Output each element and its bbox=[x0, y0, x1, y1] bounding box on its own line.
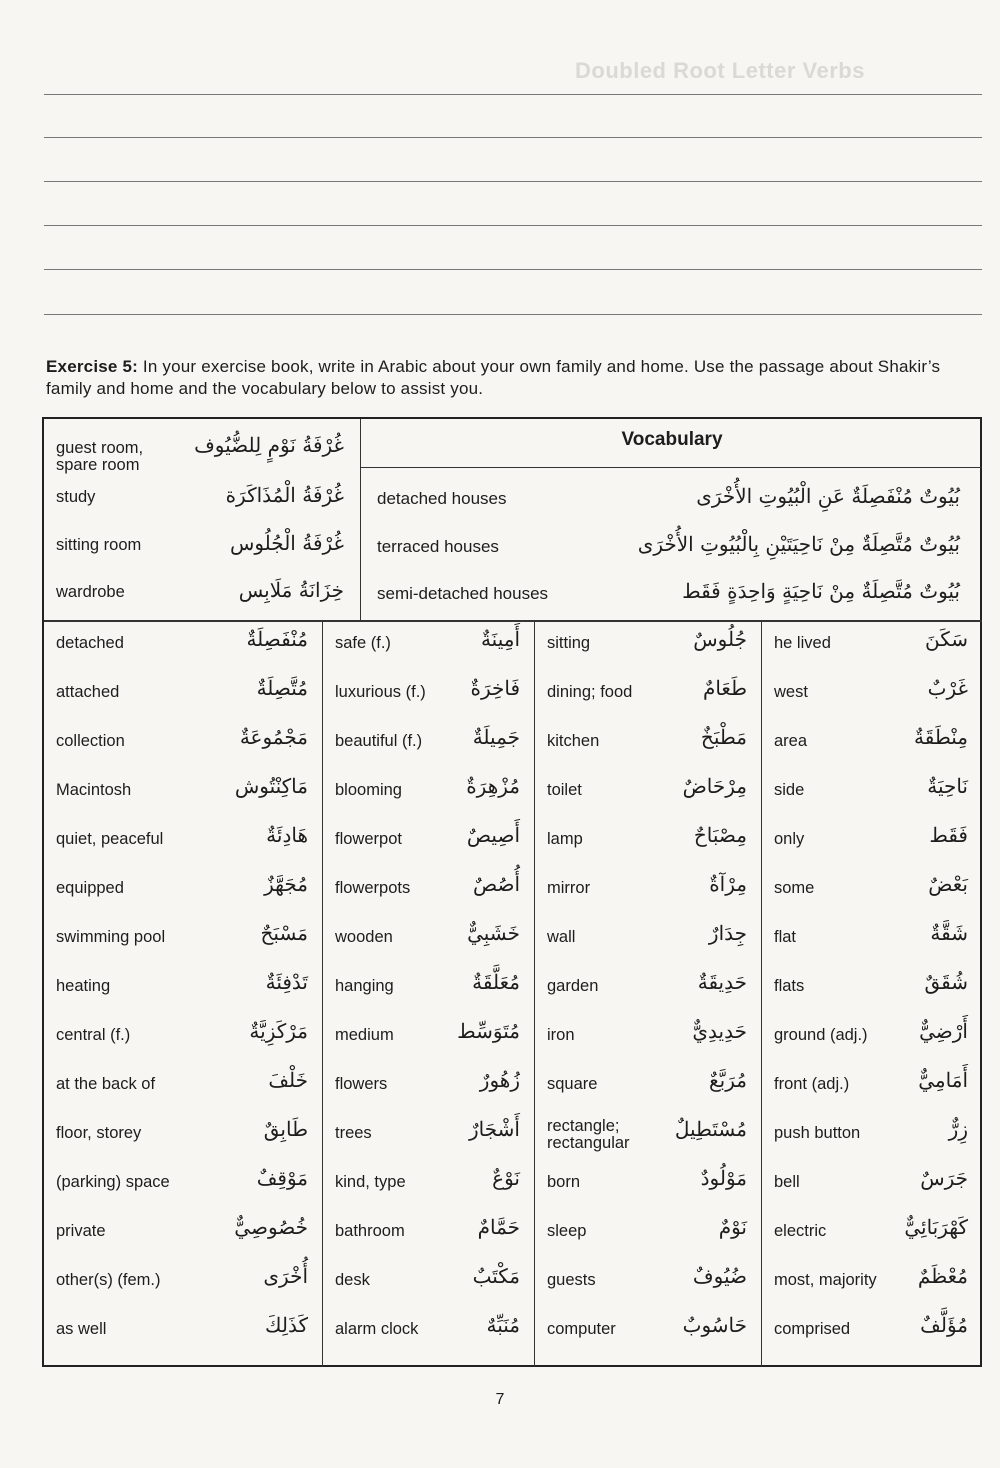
english-term: west bbox=[774, 683, 808, 701]
english-term: kitchen bbox=[547, 732, 600, 750]
english-term: kind, type bbox=[335, 1173, 406, 1191]
english-term: guest room, spare room bbox=[56, 439, 144, 474]
vocab-entry bbox=[323, 621, 534, 670]
arabic-term: نَوْمٌ bbox=[718, 1215, 747, 1239]
english-term: toilet bbox=[547, 781, 582, 799]
vocab-entry bbox=[44, 527, 360, 574]
arabic-term: مُؤَلَّفٌ bbox=[920, 1313, 968, 1337]
english-term: electric bbox=[774, 1222, 827, 1240]
vocab-entry bbox=[323, 719, 534, 768]
vocab-entry bbox=[762, 1209, 982, 1258]
arabic-term: أَمَامِيٌّ bbox=[918, 1068, 968, 1092]
english-term: iron bbox=[547, 1026, 575, 1044]
arabic-term: أَمِينَةٌ bbox=[480, 627, 520, 651]
arabic-term: فَقَط bbox=[929, 823, 968, 847]
english-term: private bbox=[56, 1222, 106, 1240]
arabic-term: نَوْعٌ bbox=[492, 1166, 520, 1190]
arabic-term: أَرْضِيٌّ bbox=[919, 1019, 968, 1043]
vocab-entry bbox=[44, 479, 360, 526]
vocab-entry bbox=[44, 670, 322, 719]
vocab-entry bbox=[535, 1062, 761, 1111]
english-term: semi-detached houses bbox=[377, 584, 549, 603]
english-term: dining; food bbox=[547, 683, 633, 701]
vocab-entry bbox=[762, 1062, 982, 1111]
vocab-entry bbox=[535, 621, 761, 670]
arabic-term: مِرْحَاضٌ bbox=[682, 774, 747, 798]
arabic-term: مُنْفَصِلَةٌ bbox=[246, 627, 308, 651]
english-term: garden bbox=[547, 977, 599, 995]
english-term: ground (adj.) bbox=[774, 1026, 868, 1044]
vocab-entry bbox=[323, 817, 534, 866]
arabic-term: أَصِيصٌ bbox=[466, 823, 520, 847]
arabic-term: حَاسُوبٌ bbox=[682, 1313, 747, 1337]
arabic-term: بَعْضٌ bbox=[928, 872, 968, 896]
arabic-term: خِزَانَةُ مَلَابِس bbox=[238, 578, 344, 602]
english-term: flat bbox=[774, 928, 797, 946]
vocab-entry bbox=[44, 1111, 322, 1160]
vocab-entry bbox=[323, 866, 534, 915]
writing-line bbox=[44, 225, 982, 226]
english-term: hanging bbox=[335, 977, 394, 995]
arabic-term: جِدَارٌ bbox=[708, 921, 747, 945]
heading-divider bbox=[360, 467, 982, 468]
english-term: heating bbox=[56, 977, 111, 995]
english-term: front (adj.) bbox=[774, 1075, 850, 1093]
english-term: guests bbox=[547, 1271, 596, 1289]
english-term: sleep bbox=[547, 1222, 587, 1240]
vocab-entry bbox=[44, 574, 360, 621]
arabic-term: نَاحِيَةٌ bbox=[927, 774, 968, 798]
vocab-entry bbox=[44, 964, 322, 1013]
english-term: floor, storey bbox=[56, 1124, 142, 1142]
vocab-entry bbox=[762, 866, 982, 915]
arabic-term: كَذَلِكَ bbox=[265, 1313, 308, 1337]
vocab-entry bbox=[323, 915, 534, 964]
vocab-entry bbox=[44, 817, 322, 866]
english-term: quiet, peaceful bbox=[56, 830, 164, 848]
vocab-entry bbox=[44, 1209, 322, 1258]
vocab-entry bbox=[362, 524, 982, 571]
arabic-term: مُتَّصِلَةٌ bbox=[256, 676, 308, 700]
vocab-entry bbox=[323, 1111, 534, 1160]
arabic-term: خُصُوصِيٌّ bbox=[234, 1215, 308, 1239]
english-term: beautiful (f.) bbox=[335, 732, 423, 750]
english-term: only bbox=[774, 830, 805, 848]
arabic-term: مَكْتَبٌ bbox=[472, 1264, 520, 1288]
english-term: he lived bbox=[774, 634, 831, 652]
vocab-entry bbox=[762, 1258, 982, 1307]
vocab-entry bbox=[762, 719, 982, 768]
english-term: comprised bbox=[774, 1320, 851, 1338]
arabic-term: أَشْجَارٌ bbox=[469, 1117, 520, 1141]
english-term: flowers bbox=[335, 1075, 388, 1093]
arabic-term: غُرْفَةُ الْمُذَاكَرَة bbox=[225, 483, 344, 507]
arabic-term: حَمَّامٌ bbox=[477, 1215, 520, 1239]
arabic-term: مَاكِنْتُوش bbox=[234, 774, 308, 798]
english-term: blooming bbox=[335, 781, 402, 799]
arabic-term: جَمِيلَةٌ bbox=[472, 725, 520, 749]
arabic-term: جَرَسٌ bbox=[920, 1166, 968, 1190]
vocab-entry bbox=[762, 1160, 982, 1209]
arabic-term: أُخْرَى bbox=[263, 1264, 308, 1288]
vocab-entry bbox=[323, 1258, 534, 1307]
page-number: 7 bbox=[495, 1391, 505, 1408]
english-term: rectangle; rectangular bbox=[547, 1117, 630, 1152]
vocab-entry bbox=[44, 621, 322, 670]
english-term: side bbox=[774, 781, 805, 799]
arabic-term: مَوْلُودٌ bbox=[700, 1166, 747, 1190]
english-term: collection bbox=[56, 732, 125, 750]
arabic-term: أُصُصٌ bbox=[472, 872, 520, 896]
english-term: detached bbox=[56, 634, 124, 652]
english-term: central (f.) bbox=[56, 1026, 131, 1044]
english-term: medium bbox=[335, 1026, 394, 1044]
vocab-entry bbox=[762, 1013, 982, 1062]
arabic-term: غَرْبٌ bbox=[927, 676, 968, 700]
arabic-term: تَدْفِئَةٌ bbox=[265, 970, 308, 994]
vocab-entry bbox=[762, 768, 982, 817]
vocab-entry bbox=[44, 1307, 322, 1356]
english-term: detached houses bbox=[377, 489, 507, 508]
english-term: trees bbox=[335, 1124, 372, 1142]
arabic-term: خَلْفَ bbox=[268, 1068, 308, 1092]
english-term: bell bbox=[774, 1173, 800, 1191]
english-term: desk bbox=[335, 1271, 370, 1289]
faded-page-title: Doubled Root Letter Verbs bbox=[575, 58, 865, 83]
vocab-entry bbox=[762, 621, 982, 670]
english-term: lamp bbox=[547, 830, 583, 848]
arabic-term: هَادِئَةٌ bbox=[266, 823, 308, 847]
vocab-entry bbox=[323, 1160, 534, 1209]
vocab-entry bbox=[323, 1062, 534, 1111]
arabic-term: مِصْبَاحٌ bbox=[693, 823, 747, 847]
arabic-term: مُزْهِرَةٌ bbox=[466, 774, 520, 798]
arabic-term: طَعَامٌ bbox=[702, 676, 747, 700]
vocab-entry bbox=[323, 1307, 534, 1356]
writing-line bbox=[44, 269, 982, 270]
arabic-term: مُرَبَّعٌ bbox=[709, 1068, 747, 1092]
vocab-entry bbox=[762, 915, 982, 964]
english-term: computer bbox=[547, 1320, 616, 1338]
vocab-entry bbox=[44, 719, 322, 768]
vocab-entry bbox=[535, 1160, 761, 1209]
vocab-entry bbox=[535, 1111, 761, 1160]
english-term: sitting bbox=[547, 634, 591, 652]
arabic-term: بُيُوتٌ مُنْفَصِلَةٌ عَنِ الْبُيُوتِ الأُخْرَى bbox=[696, 484, 960, 508]
arabic-term: طَابِقٌ bbox=[263, 1117, 308, 1141]
vocab-entry bbox=[362, 571, 982, 618]
vocab-entry bbox=[535, 768, 761, 817]
vocab-entry bbox=[323, 964, 534, 1013]
writing-line bbox=[44, 94, 982, 95]
vocabulary-heading: Vocabulary bbox=[621, 429, 723, 450]
arabic-term: مُتَوَسِّط bbox=[457, 1019, 520, 1043]
vocab-entry bbox=[44, 768, 322, 817]
exercise-text: In your exercise book, write in Arabic about your own family and home. Use the passage about Shakir’s family and home and the vocabulary below to assist you. bbox=[46, 357, 941, 398]
english-term: Macintosh bbox=[56, 781, 132, 799]
arabic-term: غُرْفَةُ الْجُلُوس bbox=[229, 531, 344, 555]
vocab-entry bbox=[44, 866, 322, 915]
writing-line bbox=[44, 314, 982, 315]
vocab-entry bbox=[323, 1209, 534, 1258]
english-term: area bbox=[774, 732, 808, 750]
english-term: attached bbox=[56, 683, 120, 701]
arabic-term: خَشَبِيٌّ bbox=[467, 921, 520, 945]
vocab-entry bbox=[762, 1111, 982, 1160]
english-term: some bbox=[774, 879, 815, 897]
vocab-entry bbox=[535, 719, 761, 768]
english-term: most, majority bbox=[774, 1271, 877, 1289]
vocab-entry bbox=[44, 429, 360, 476]
english-term: other(s) (fem.) bbox=[56, 1271, 161, 1289]
vocab-entry bbox=[44, 1160, 322, 1209]
vocab-entry bbox=[323, 1013, 534, 1062]
vocab-entry bbox=[535, 817, 761, 866]
english-term: (parking) space bbox=[56, 1173, 170, 1191]
arabic-term: مُسْتَطِيلٌ bbox=[674, 1117, 747, 1141]
english-term: wooden bbox=[335, 928, 393, 946]
english-term: safe (f.) bbox=[335, 634, 391, 652]
english-term: at the back of bbox=[56, 1075, 156, 1093]
english-term: equipped bbox=[56, 879, 124, 897]
arabic-term: غُرْفَةُ نَوْمٍ لِلضُّيُوف bbox=[194, 433, 344, 457]
arabic-term: مُعْظَمٌ bbox=[917, 1264, 968, 1288]
english-term: study bbox=[56, 488, 96, 506]
arabic-term: بُيُوتٌ مُتَّصِلَةٌ مِنْ نَاحِيَةٍ وَاحِدَةٍ فَقَط bbox=[682, 579, 960, 603]
vocab-entry bbox=[44, 1258, 322, 1307]
arabic-term: زِرٌّ bbox=[948, 1117, 968, 1141]
arabic-term: مَطْبَخٌ bbox=[700, 725, 747, 749]
arabic-term: مُنَبِّهٌ bbox=[486, 1313, 520, 1337]
vocab-entry bbox=[535, 915, 761, 964]
exercise-instructions bbox=[46, 356, 966, 400]
english-term: square bbox=[547, 1075, 598, 1093]
vocab-entry bbox=[362, 476, 982, 523]
vocabulary-table bbox=[42, 417, 982, 1367]
vocab-entry bbox=[44, 915, 322, 964]
arabic-term: مَسْبَحٌ bbox=[260, 921, 308, 945]
arabic-term: مَرْكَزِيَّةٌ bbox=[249, 1019, 308, 1043]
arabic-term: شُقَقٌ bbox=[924, 970, 968, 994]
english-term: push button bbox=[774, 1124, 861, 1142]
vocab-entry bbox=[323, 670, 534, 719]
english-term: wall bbox=[547, 928, 576, 946]
vocab-entry bbox=[323, 768, 534, 817]
english-term: wardrobe bbox=[56, 583, 125, 601]
vocab-entry bbox=[762, 817, 982, 866]
arabic-term: مَوْقِفٌ bbox=[256, 1166, 308, 1190]
english-term: swimming pool bbox=[56, 928, 166, 946]
arabic-term: زُهُورٌ bbox=[479, 1068, 520, 1092]
arabic-term: مِرْآةٌ bbox=[709, 872, 747, 896]
arabic-term: فَاخِرَةٌ bbox=[470, 676, 520, 700]
vocab-entry bbox=[44, 1062, 322, 1111]
arabic-term: سَكَنَ bbox=[924, 627, 968, 651]
vocab-entry bbox=[535, 1258, 761, 1307]
arabic-term: مُعَلَّقَةٌ bbox=[472, 970, 520, 994]
vocab-entry bbox=[762, 1307, 982, 1356]
arabic-term: مُجَهَّزٌ bbox=[264, 872, 308, 896]
english-term: luxurious (f.) bbox=[335, 683, 426, 701]
arabic-term: ضُيُوفٌ bbox=[692, 1264, 747, 1288]
writing-line bbox=[44, 137, 982, 138]
arabic-term: حَدِيدِيٌّ bbox=[692, 1019, 747, 1043]
arabic-term: بُيُوتٌ مُتَّصِلَةٌ مِنْ نَاحِيَتَيْنِ بِالْبُيُوتِ الأُخْرَى bbox=[637, 532, 960, 556]
arabic-term: شَقَّةٌ bbox=[930, 921, 968, 945]
vocab-entry bbox=[535, 1209, 761, 1258]
arabic-term: مِنْطَقَةٌ bbox=[914, 725, 968, 749]
writing-line bbox=[44, 181, 982, 182]
top-divider-vertical bbox=[360, 419, 361, 621]
vocab-entry bbox=[535, 1307, 761, 1356]
exercise-label: Exercise 5: bbox=[46, 357, 138, 376]
english-term: alarm clock bbox=[335, 1320, 419, 1338]
english-term: mirror bbox=[547, 879, 591, 897]
english-term: born bbox=[547, 1173, 581, 1191]
arabic-term: مَجْمُوعَةٌ bbox=[239, 725, 308, 749]
english-term: flats bbox=[774, 977, 805, 995]
vocab-entry bbox=[535, 1013, 761, 1062]
arabic-term: حَدِيقَةٌ bbox=[697, 970, 747, 994]
english-term: flowerpot bbox=[335, 830, 402, 848]
english-term: bathroom bbox=[335, 1222, 405, 1240]
english-term: terraced houses bbox=[377, 537, 499, 556]
english-term: as well bbox=[56, 1320, 107, 1338]
vocab-entry bbox=[535, 866, 761, 915]
arabic-term: كَهْرَبَائِيٌّ bbox=[904, 1215, 968, 1239]
vocab-entry bbox=[535, 964, 761, 1013]
vocab-entry bbox=[762, 964, 982, 1013]
vocab-entry bbox=[535, 670, 761, 719]
english-term: flowerpots bbox=[335, 879, 411, 897]
english-term: sitting room bbox=[56, 536, 142, 554]
vocab-entry bbox=[762, 670, 982, 719]
vocab-entry bbox=[44, 1013, 322, 1062]
arabic-term: جُلُوسٌ bbox=[693, 627, 747, 651]
